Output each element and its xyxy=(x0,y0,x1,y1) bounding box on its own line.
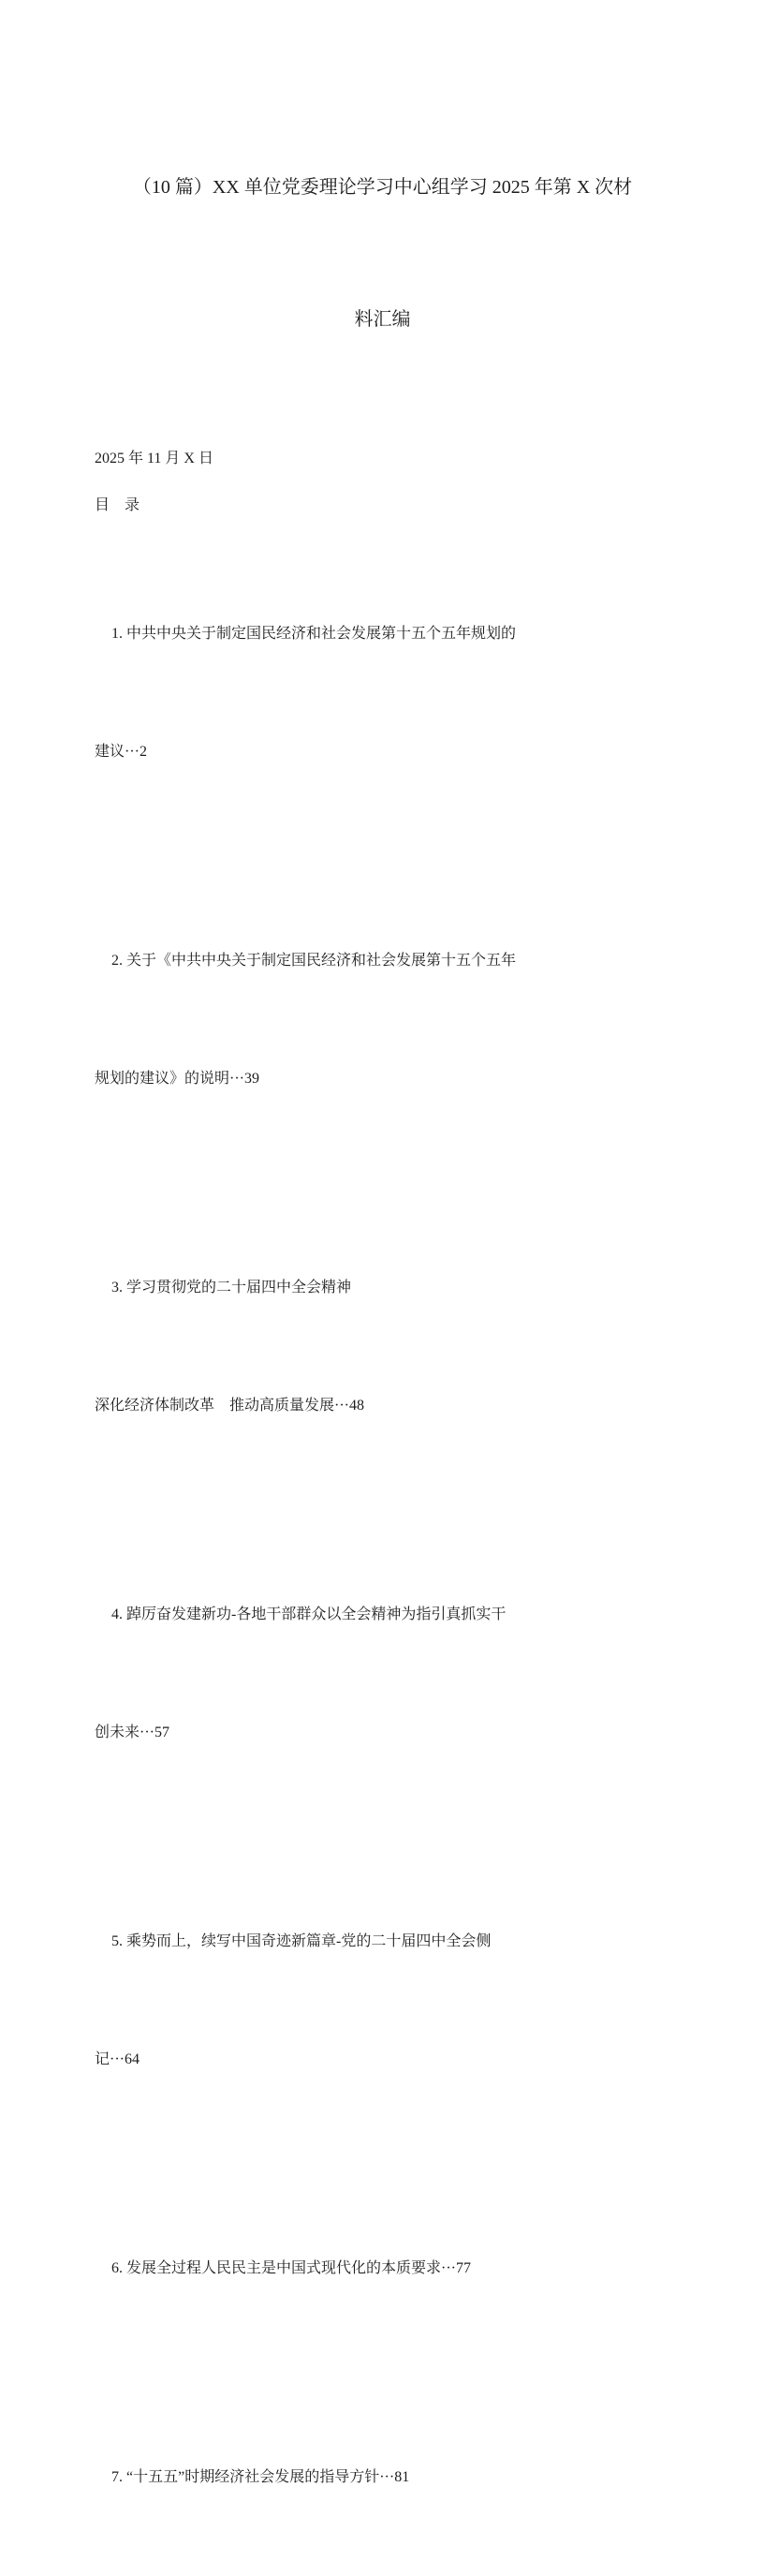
toc-item-5-line-1: 5. 乘势而上，续写中国奇迹新篇章-党的二十届四中全会侧 xyxy=(111,1933,492,1949)
toc-item-6-line-1: 6. 发展全过程人民民主是中国式现代化的本质要求···77 xyxy=(111,2260,471,2276)
toc-item-4-line-2: 创未来···57 xyxy=(95,1725,169,1740)
toc-item-4 xyxy=(95,1517,670,1831)
toc-heading: 目 录 xyxy=(95,497,140,513)
toc-item-2-line-2: 规划的建议》的说明···39 xyxy=(95,1071,259,1087)
toc-item-1 xyxy=(95,536,670,851)
toc-item-2 xyxy=(95,863,670,1177)
toc-item-6 xyxy=(95,2170,670,2367)
document-title-line-2: 料汇编 xyxy=(354,309,411,330)
toc-item-3-line-1: 3. 学习贯彻党的二十届四中全会精神 xyxy=(111,1280,352,1295)
document-date: 2025 年 11 月 X 日 xyxy=(95,451,213,466)
toc-item-2-line-1: 2. 关于《中共中央关于制定国民经济和社会发展第十五个五年 xyxy=(111,953,517,969)
toc-item-1-line-2: 建议···2 xyxy=(95,744,147,760)
toc-item-7 xyxy=(95,2379,670,2576)
document-title-line-1: （10 篇）XX 单位党委理论学习中心组学习 2025 年第 X 次材 xyxy=(132,177,633,198)
toc-item-5-line-2: 记···64 xyxy=(95,2051,140,2067)
toc-item-3 xyxy=(95,1190,670,1504)
toc-item-4-line-1: 4. 踔厉奋发建新功-各地干部群众以全会精神为指引真抓实干 xyxy=(111,1606,507,1622)
document-title xyxy=(95,78,670,430)
table-of-contents xyxy=(95,536,670,2576)
toc-item-3-line-2: 深化经济体制改革 推动高质量发展···48 xyxy=(95,1398,364,1414)
toc-item-1-line-1: 1. 中共中央关于制定国民经济和社会发展第十五个五年规划的 xyxy=(111,626,517,642)
toc-item-7-line-1: 7. “十五五”时期经济社会发展的指导方针···81 xyxy=(111,2469,410,2485)
toc-item-5 xyxy=(95,1843,670,2158)
